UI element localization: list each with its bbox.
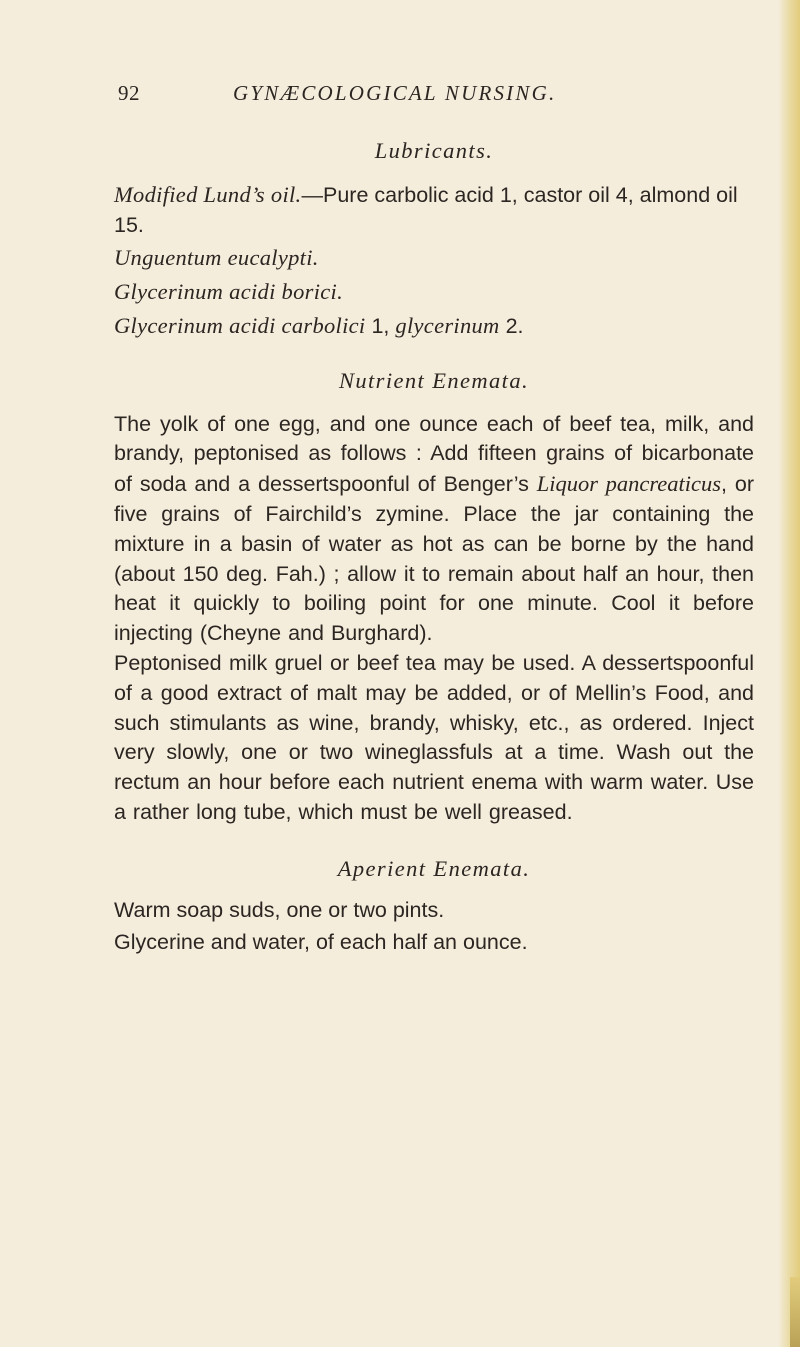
lubricant-entry	[114, 277, 754, 308]
nutrient-paragraph-instructions: Peptonised milk gruel or beef tea may be used. A dessertspoonful of a good extract of malt may be added, or of Mellin’s Food, and such stimulants as wine, brandy, whisky, etc., as ordered. Inject very slowly, one or two wineglassfuls at a time. Wash out the rectum an hour before each nutrient enema with warm water. Use a rather long tube, which must be well greased.	[114, 650, 754, 824]
section-heading-aperient-enemata: Aperient Enemata.	[337, 855, 531, 881]
lubricant-recipe: —Pure carbolic acid 1, castor oil 4, almond oil 15.	[114, 182, 738, 237]
lubricant-proportion: 2.	[499, 313, 524, 338]
running-title: GYNÆCOLOGICAL NURSING.	[233, 81, 557, 105]
section-heading-lubricants: Lubricants.	[374, 138, 494, 163]
section-heading-nutrient-enemata: Nutrient Enemata.	[338, 367, 530, 393]
paragraph-text: , or five grains of Fairchild’s zymine. Place the jar containing the mixture in a basin of water as hot as can be borne by the hand (about 150 deg. Fah.) ; allow it to remain about half an hour, then heat it quickly to boiling point for one minute. Cool it before injecting (Cheyne and Burghard).	[114, 472, 754, 646]
nutrient-paragraph-recipe	[114, 410, 754, 649]
aperient-line: Glycerine and water, of each half an ounce.	[114, 930, 528, 955]
page-body	[114, 136, 754, 961]
lubricant-name: Glycerinum acidi carbolici	[114, 312, 366, 338]
lubricant-entry	[114, 243, 754, 274]
lubricant-entry	[114, 180, 754, 241]
paragraph-italic-term: Liquor pancreaticus	[536, 471, 721, 497]
lubricant-name-secondary: glycerinum	[395, 312, 500, 338]
page-number: 92	[118, 81, 140, 105]
lubricant-name: Unguentum eucalypti.	[114, 245, 319, 271]
paragraph-text: The yolk of one egg, and one ounce each of beef tea, milk, and brandy, peptonised as follows : Add fifteen grains of bicarbonate of soda and a dessertspoonful of Benger’s	[114, 411, 754, 497]
lubricant-name: Modified Lund’s oil.	[114, 181, 302, 207]
lubricant-entry	[114, 311, 754, 342]
lubricant-name: Glycerinum acidi borici.	[114, 279, 344, 305]
aperient-line: Warm soap suds, one or two pints.	[114, 897, 445, 922]
lubricant-proportion: 1,	[365, 313, 396, 338]
page-edge-shading	[778, 0, 800, 1347]
page-header	[118, 81, 738, 115]
page-corner-shading	[790, 1277, 800, 1347]
